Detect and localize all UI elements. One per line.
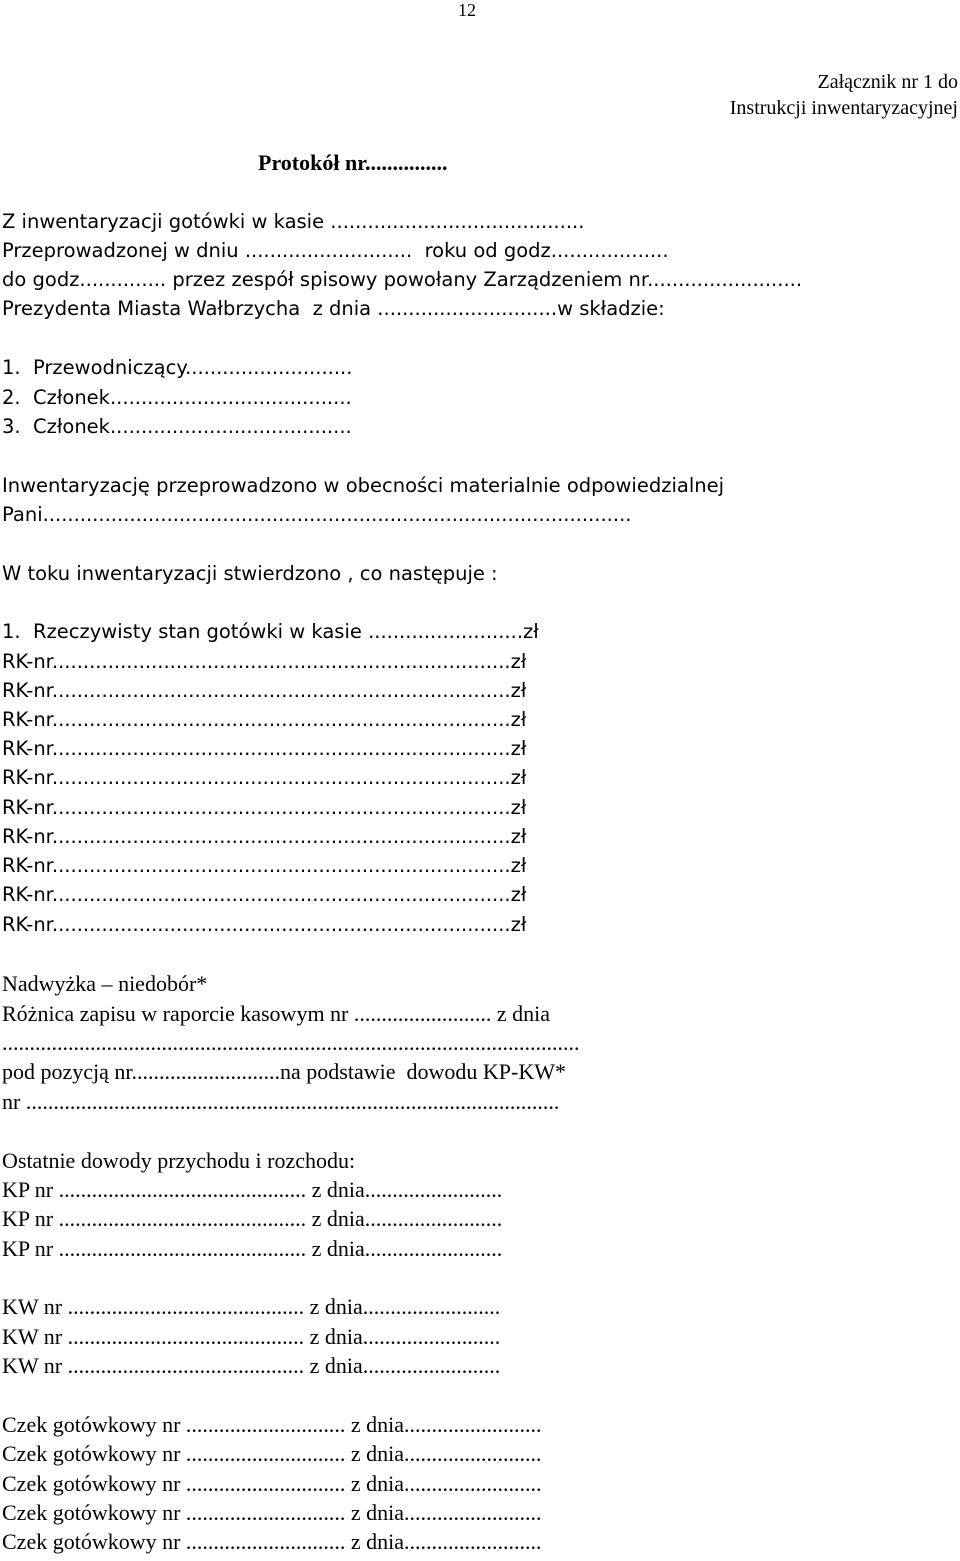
committee-chair: 1. Przewodniczący........................... <box>2 356 353 379</box>
czek-line: Czek gotówkowy nr ............................. z dnia......................... <box>2 1471 542 1496</box>
czek-line: Czek gotówkowy nr ............................. z dnia......................... <box>2 1529 542 1554</box>
protocol-title: Protokół nr............... <box>258 150 448 175</box>
findings-intro: W toku inwentaryzacji stwierdzono , co następuje : <box>2 562 498 585</box>
last-documents-heading: Ostatnie dowody przychodu i rozchodu: <box>2 1148 356 1173</box>
header-line: Przeprowadzonej w dniu ........................... roku od godz................... <box>2 239 669 262</box>
difference-line: pod pozycją nr...........................na podstawie dowodu KP-KW* <box>2 1059 566 1084</box>
kp-line: KP nr ............................................. z dnia......................... <box>2 1206 503 1231</box>
difference-line: ......................................................................................................... <box>2 1030 580 1055</box>
presence-line: Pani............................................................................................... <box>2 503 632 526</box>
committee-member: 3. Członek....................................... <box>2 415 352 438</box>
kw-line: KW nr ........................................... z dnia......................... <box>2 1353 501 1378</box>
header-line: Z inwentaryzacji gotówki w kasie ......................................... <box>2 210 585 233</box>
kw-line: KW nr ........................................... z dnia......................... <box>2 1324 501 1349</box>
header-line: do godz.............. przez zespół spisowy powołany Zarządzeniem nr......................... <box>2 268 803 291</box>
rk-line: RK-nr..........................................................................zł <box>2 883 527 906</box>
difference-line: nr ................................................................................................. <box>2 1089 560 1114</box>
rk-line: RK-nr..........................................................................zł <box>2 708 527 731</box>
czek-line: Czek gotówkowy nr ............................. z dnia......................... <box>2 1500 542 1525</box>
kp-line: KP nr ............................................. z dnia......................... <box>2 1177 503 1202</box>
rk-line: RK-nr..........................................................................zł <box>2 737 527 760</box>
rk-line: RK-nr..........................................................................zł <box>2 650 527 673</box>
rk-line: RK-nr..........................................................................zł <box>2 679 527 702</box>
difference-line: Różnica zapisu w raporcie kasowym nr ......................... z dnia <box>2 1001 551 1026</box>
cash-state-line: 1. Rzeczywisty stan gotówki w kasie .........................zł <box>2 620 539 643</box>
annex-line-2: Instrukcji inwentaryzacyjnej <box>729 97 958 119</box>
committee-member: 2. Członek....................................... <box>2 386 352 409</box>
page-number: 12 <box>458 0 476 20</box>
kw-line: KW nr ........................................... z dnia......................... <box>2 1294 501 1319</box>
presence-line: Inwentaryzację przeprowadzono w obecności materialnie odpowiedzialnej <box>2 474 725 497</box>
rk-line: RK-nr..........................................................................zł <box>2 766 527 789</box>
czek-line: Czek gotówkowy nr ............................. z dnia......................... <box>2 1441 542 1466</box>
annex-line-1: Załącznik nr 1 do <box>817 71 958 93</box>
rk-line: RK-nr..........................................................................zł <box>2 854 527 877</box>
rk-line: RK-nr..........................................................................zł <box>2 825 527 848</box>
header-line: Prezydenta Miasta Wałbrzycha z dnia .............................w składzie: <box>2 297 665 320</box>
rk-line: RK-nr..........................................................................zł <box>2 913 527 936</box>
surplus-shortage-label: Nadwyżka – niedobór* <box>2 971 208 996</box>
czek-line: Czek gotówkowy nr ............................. z dnia......................... <box>2 1412 542 1437</box>
rk-line: RK-nr..........................................................................zł <box>2 796 527 819</box>
kp-line: KP nr ............................................. z dnia......................... <box>2 1236 503 1261</box>
